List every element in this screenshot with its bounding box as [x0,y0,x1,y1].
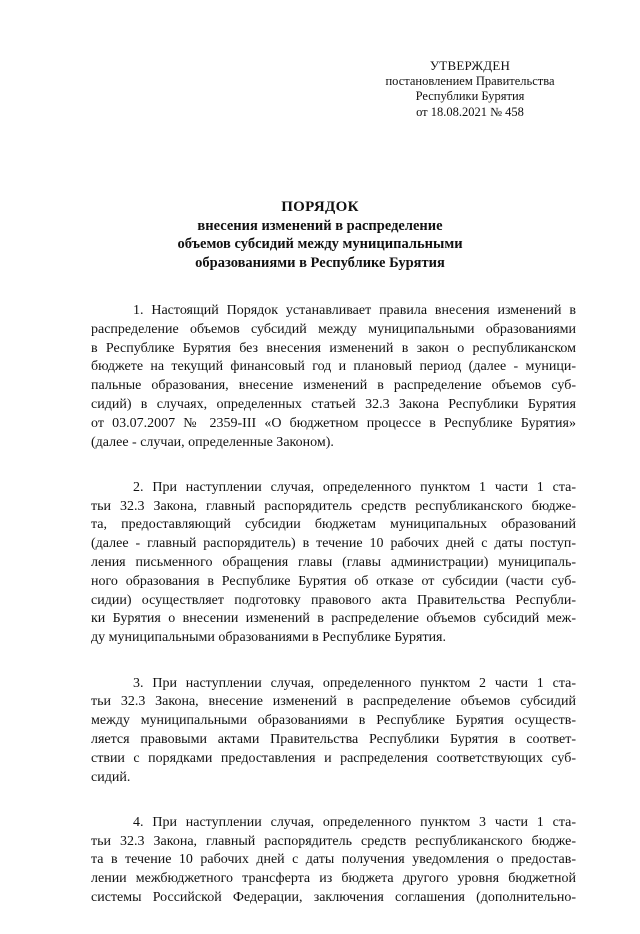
text-line: 4. При наступлении случая, определенного пунктом 3 части 1 ста- [133,814,576,830]
text-line: пальные образования, внесение изменений в распределение объемов суб- [91,378,576,394]
text-line: тьи 32.3 Закона, главный распорядитель средств республиканского бюдже- [91,498,576,514]
text-line: бюджете на текущий финансовый год и плановый период (далее - муници- [91,359,576,375]
text-line: та в течение 10 рабочих дней с даты получения уведомления о предостав- [91,852,576,868]
text-line: ного образования в Республике Бурятия об отказе от субсидии (части суб- [91,573,576,589]
text-line: (далее - главный распорядитель) в течение 10 рабочих дней с даты поступ- [91,536,576,552]
paragraph [91,675,576,788]
text-line: сидий. [91,769,131,785]
text-line: от 03.07.2007 № 2359-III «О бюджетном процессе в Республике Бурятия» [91,415,576,431]
text-line: сидии) осуществляет подготовку правового акта Правительства Республи- [91,592,576,608]
text-line: тьи 32.3 Закона, внесение изменений в распределение объемов субсидий [91,694,576,710]
approval-stamp [300,58,640,120]
text-line: та, предоставляющий субсидии бюджетам муниципальных образований [91,517,576,533]
paragraph [91,479,576,648]
approval-line: от 18.08.2021 № 458 [416,104,524,119]
text-line: ляется правовыми актами Правительства Республики Бурятия в соответ- [91,731,576,747]
text-line: сидий) в случаях, определенных статьей 32.3 Закона Республики Бурятия [91,396,576,412]
title-main: ПОРЯДОК [281,199,359,215]
text-line: системы Российской Федерации, заключения соглашения (дополнительно- [91,890,576,906]
text-line: (далее - случаи, определенные Законом). [91,434,334,450]
text-line: между муниципальными образованиями в Республике Бурятия осуществ- [91,713,576,729]
paragraph [91,814,576,908]
title-line: объемов субсидий между муниципальными [177,236,463,252]
text-line: тьи 32.3 Закона, главный распорядитель средств республиканского бюдже- [91,833,576,849]
document-body [91,302,576,934]
approval-line: постановлением Правительства [385,73,555,88]
text-line: 2. При наступлении случая, определенного пунктом 1 части 1 ста- [133,479,576,495]
approval-heading: УТВЕРЖДЕН [429,58,511,73]
text-line: 3. При наступлении случая, определенного пунктом 2 части 1 ста- [133,675,576,691]
text-line: ки Бурятия о внесении изменений в распределение объемов субсидий меж- [91,611,576,627]
paragraph [91,302,576,452]
text-line: распределение объемов субсидий между муниципальными образованиями [91,321,576,337]
title-line: внесения изменений в распределение [197,217,443,234]
text-line: ствии с порядками предоставления и распределения соответствующих суб- [91,750,576,766]
text-line: 1. Настоящий Порядок устанавливает правила внесения изменений в [133,303,576,318]
text-line: ления письменного обращения главы (главы администрации) муниципаль- [91,555,576,571]
text-line: лении межбюджетного трансферта из бюджета другого уровня бюджетной [91,871,576,887]
title-line: образованиями в Республике Бурятия [195,254,445,271]
text-line: в Республике Бурятия без внесения изменений в закон о республиканском [91,340,576,356]
approval-line: Республики Бурятия [415,89,525,103]
text-line: ду муниципальными образованиями в Республике Бурятия. [91,630,446,646]
document-title [0,198,640,272]
